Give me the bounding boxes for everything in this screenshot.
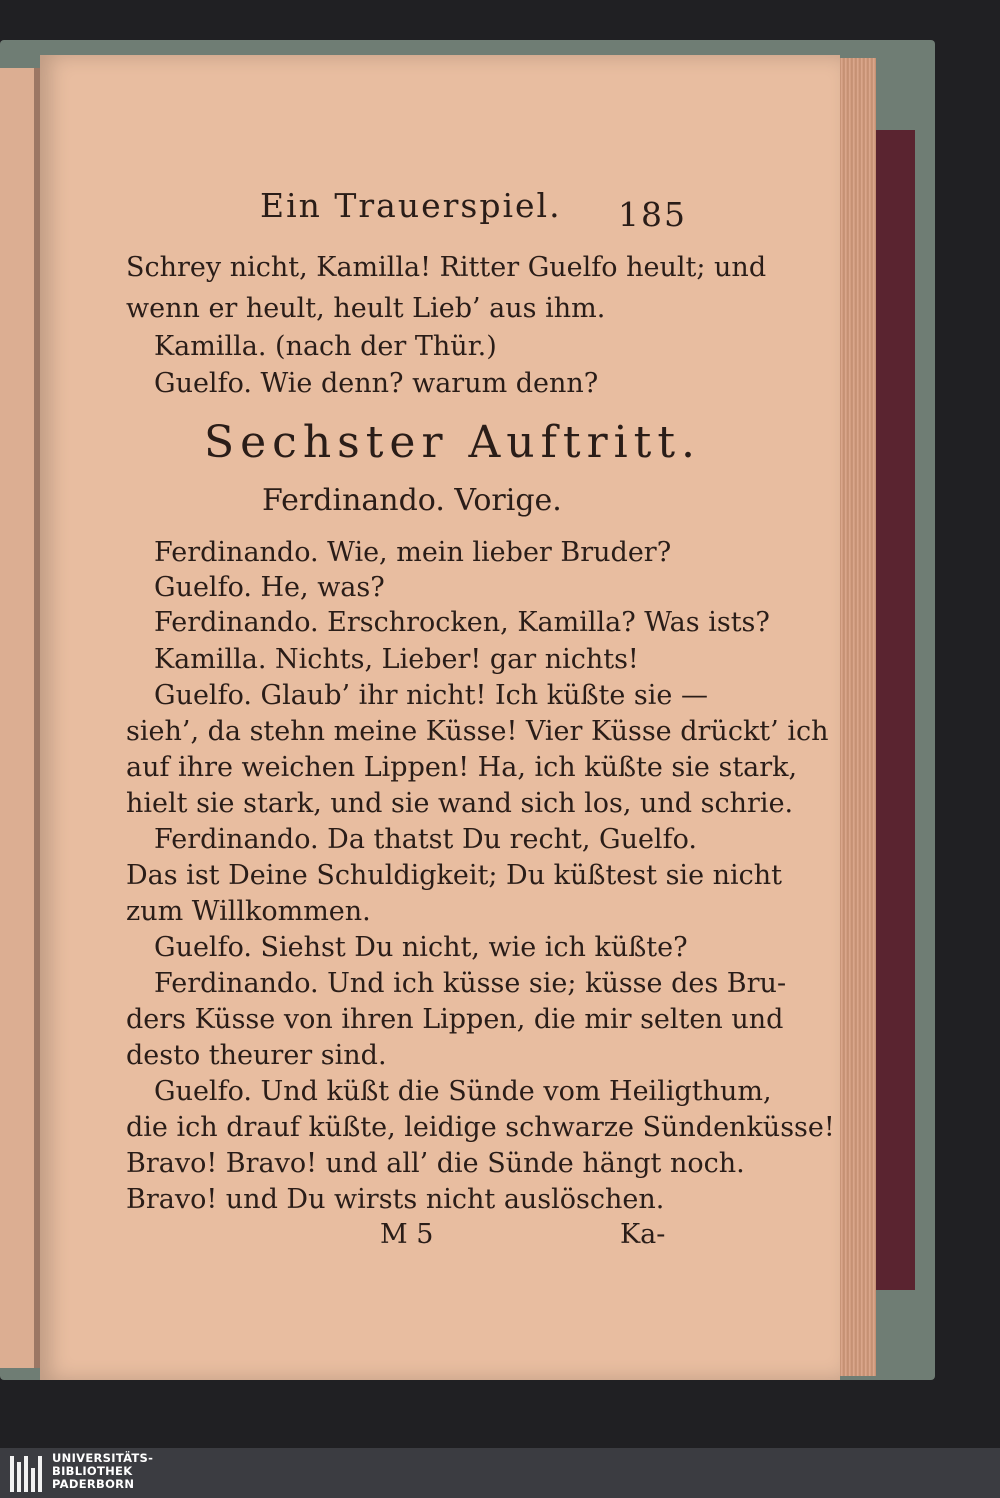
dialogue-line: Kamilla. Nichts, Lieber! gar nichts! [154, 644, 639, 675]
running-header: Ein Trauerspiel. [260, 186, 562, 225]
dialogue-line: Guelfo. Glaub’ ihr nicht! Ich küßte sie — [154, 680, 708, 711]
library-name-line: PADERBORN [52, 1477, 135, 1491]
library-logo-icon [10, 1456, 48, 1492]
dialogue-line: Das ist Deine Schuldigkeit; Du küßtest sie nicht [126, 860, 783, 891]
library-footer [0, 1448, 1000, 1498]
dialogue-line: Guelfo. He, was? [154, 572, 385, 603]
cover-spine-leather [870, 130, 915, 1290]
page-number: 185 [618, 195, 687, 234]
dialogue-line: Bravo! und Du wirsts nicht auslöschen. [126, 1184, 665, 1215]
text-line: Guelfo. Wie denn? warum denn? [154, 368, 599, 399]
dialogue-line: sieh’, da stehn meine Küsse! Vier Küsse drückt’ ich [126, 716, 829, 747]
dialogue-line: Bravo! Bravo! und all’ die Sünde hängt noch. [126, 1148, 745, 1179]
dialogue-line: Guelfo. Und küßt die Sünde vom Heiligthum, [154, 1076, 772, 1107]
dialogue-line: Ferdinando. Wie, mein lieber Bruder? [154, 537, 672, 568]
text-line: Schrey nicht, Kamilla! Ritter Guelfo heult; und [126, 252, 767, 283]
dialogue-line: die ich drauf küßte, leidige schwarze Sündenküsse! [126, 1112, 835, 1143]
dialogue-line: hielt sie stark, und sie wand sich los, und schrie. [126, 788, 794, 819]
signature-mark: M 5 [380, 1219, 434, 1250]
library-name-line: UNIVERSITÄTS- [52, 1451, 154, 1465]
text-line: Kamilla. (nach der Thür.) [154, 331, 497, 362]
dialogue-line: auf ihre weichen Lippen! Ha, ich küßte sie stark, [126, 752, 798, 783]
dialogue-line: desto theurer sind. [126, 1040, 387, 1071]
scene-heading: Sechster Auftritt. [204, 417, 702, 468]
dialogue-line: Ferdinando. Und ich küsse sie; küsse des Bru- [154, 968, 787, 999]
text-line: wenn er heult, heult Lieb’ aus ihm. [126, 293, 606, 324]
catchword: Ka- [620, 1219, 666, 1250]
dialogue-line: ders Küsse von ihren Lippen, die mir selten und [126, 1004, 784, 1035]
library-name [52, 1452, 153, 1491]
dialogue-line: zum Willkommen. [126, 896, 371, 927]
dialogue-line: Ferdinando. Da thatst Du recht, Guelfo. [154, 824, 697, 855]
book-page [40, 55, 840, 1380]
library-name-line: BIBLIOTHEK [52, 1464, 133, 1478]
dialogue-line: Ferdinando. Erschrocken, Kamilla? Was ists? [154, 607, 770, 638]
scene-cast: Ferdinando. Vorige. [262, 483, 562, 518]
dialogue-line: Guelfo. Siehst Du nicht, wie ich küßte? [154, 932, 688, 963]
